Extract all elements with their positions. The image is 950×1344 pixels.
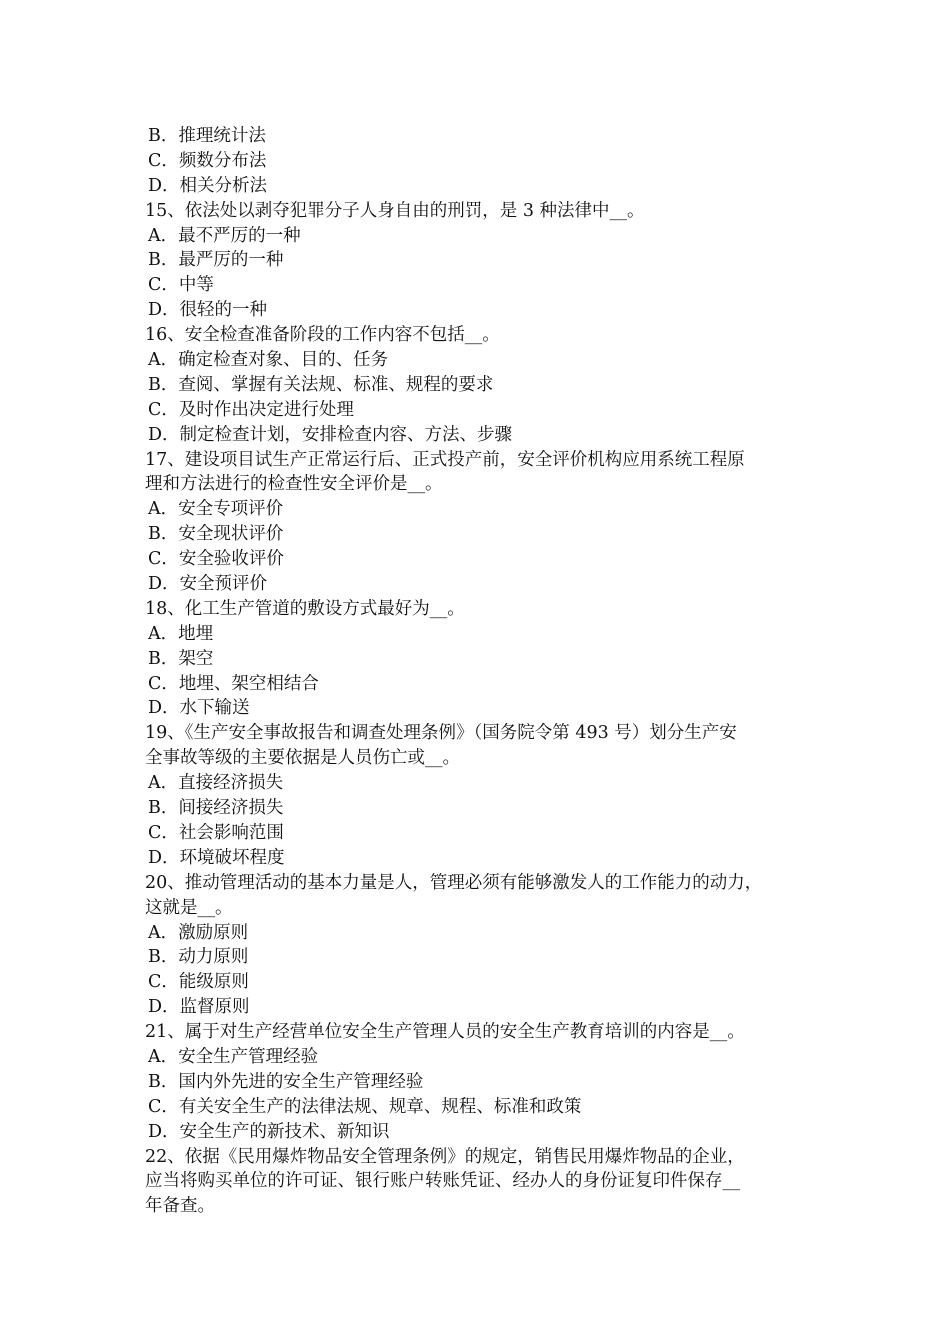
answer-option-line: D．安全预评价 xyxy=(148,574,268,595)
answer-option-line: D．水下输送 xyxy=(148,698,250,719)
question-text-line: 20、推动管理活动的基本力量是人，管理必须有能够激发人的工作能力的动力， xyxy=(145,872,763,893)
answer-option-line: C．社会影响范围 xyxy=(148,822,284,843)
answer-option-line: B．推理统计法 xyxy=(148,126,266,146)
answer-option-line: B．最严厉的一种 xyxy=(148,250,284,271)
answer-option-line: B．间接经济损失 xyxy=(148,798,284,819)
answer-option-line: B．查阅、掌握有关法规、标准、规程的要求 xyxy=(148,374,494,395)
question-text-line: 17、建设项目试生产正常运行后、正式投产前，安全评价机构应用系统工程原 xyxy=(145,449,745,470)
answer-option-line: C．及时作出决定进行处理 xyxy=(148,399,354,420)
answer-option-line: A．直接经济损失 xyxy=(148,773,284,794)
answer-option-line: A．安全专项评价 xyxy=(148,499,284,520)
question-text-line: 15、依法处以剥夺犯罪分子人身自由的刑罚，是 3 种法律中__。 xyxy=(145,200,645,221)
answer-option-line: D．很轻的一种 xyxy=(148,300,268,321)
question-text-line: 年备查。 xyxy=(145,1196,215,1217)
answer-option-line: A．激励原则 xyxy=(148,922,249,943)
answer-option-line: C．频数分布法 xyxy=(148,150,267,171)
answer-option-line: D．相关分析法 xyxy=(148,175,268,196)
answer-option-line: A．最不严厉的一种 xyxy=(148,225,301,246)
answer-option-line: D．监督原则 xyxy=(148,997,250,1018)
document-body xyxy=(145,124,825,1219)
question-text-line: 18、化工生产管道的敷设方式最好为__。 xyxy=(145,598,465,619)
question-text-line: 21、属于对生产经营单位安全生产管理人员的安全生产教育培训的内容是__。 xyxy=(145,1022,745,1043)
answer-option-line: C．有关安全生产的法律法规、规章、规程、标准和政策 xyxy=(148,1096,582,1117)
answer-option-line: A．确定检查对象、目的、任务 xyxy=(148,350,389,371)
answer-option-line: C．能级原则 xyxy=(148,972,249,993)
question-text-line: 19、《生产安全事故报告和调查处理条例》（国务院令第 493 号）划分生产安 xyxy=(145,723,737,744)
question-text-line: 这就是__。 xyxy=(145,897,233,918)
answer-option-line: C．安全验收评价 xyxy=(148,549,284,570)
answer-option-line: D．环境破坏程度 xyxy=(148,847,285,868)
answer-option-line: B．动力原则 xyxy=(148,947,249,968)
question-text-line: 应当将购买单位的许可证、银行账户转账凭证、经办人的身份证复印件保存__ xyxy=(145,1171,740,1192)
answer-option-line: B．安全现状评价 xyxy=(148,524,284,545)
question-text-line: 16、安全检查准备阶段的工作内容不包括__。 xyxy=(145,325,500,346)
answer-option-line: B．国内外先进的安全生产管理经验 xyxy=(148,1071,424,1092)
question-text-line: 理和方法进行的检查性安全评价是__。 xyxy=(145,474,443,495)
answer-option-line: C．地埋、架空相结合 xyxy=(148,673,319,694)
answer-option-line: D．安全生产的新技术、新知识 xyxy=(148,1121,390,1142)
answer-option-line: B．架空 xyxy=(148,648,214,669)
question-text-line: 22、依据《民用爆炸物品安全管理条例》的规定，销售民用爆炸物品的企业， xyxy=(145,1146,745,1167)
question-text-line: 全事故等级的主要依据是人员伤亡或__。 xyxy=(145,748,460,769)
answer-option-line: D．制定检查计划，安排检查内容、方法、步骤 xyxy=(148,424,513,445)
answer-option-line: A．地埋 xyxy=(148,623,214,644)
answer-option-line: C．中等 xyxy=(148,275,214,296)
answer-option-line: A．安全生产管理经验 xyxy=(148,1046,319,1067)
